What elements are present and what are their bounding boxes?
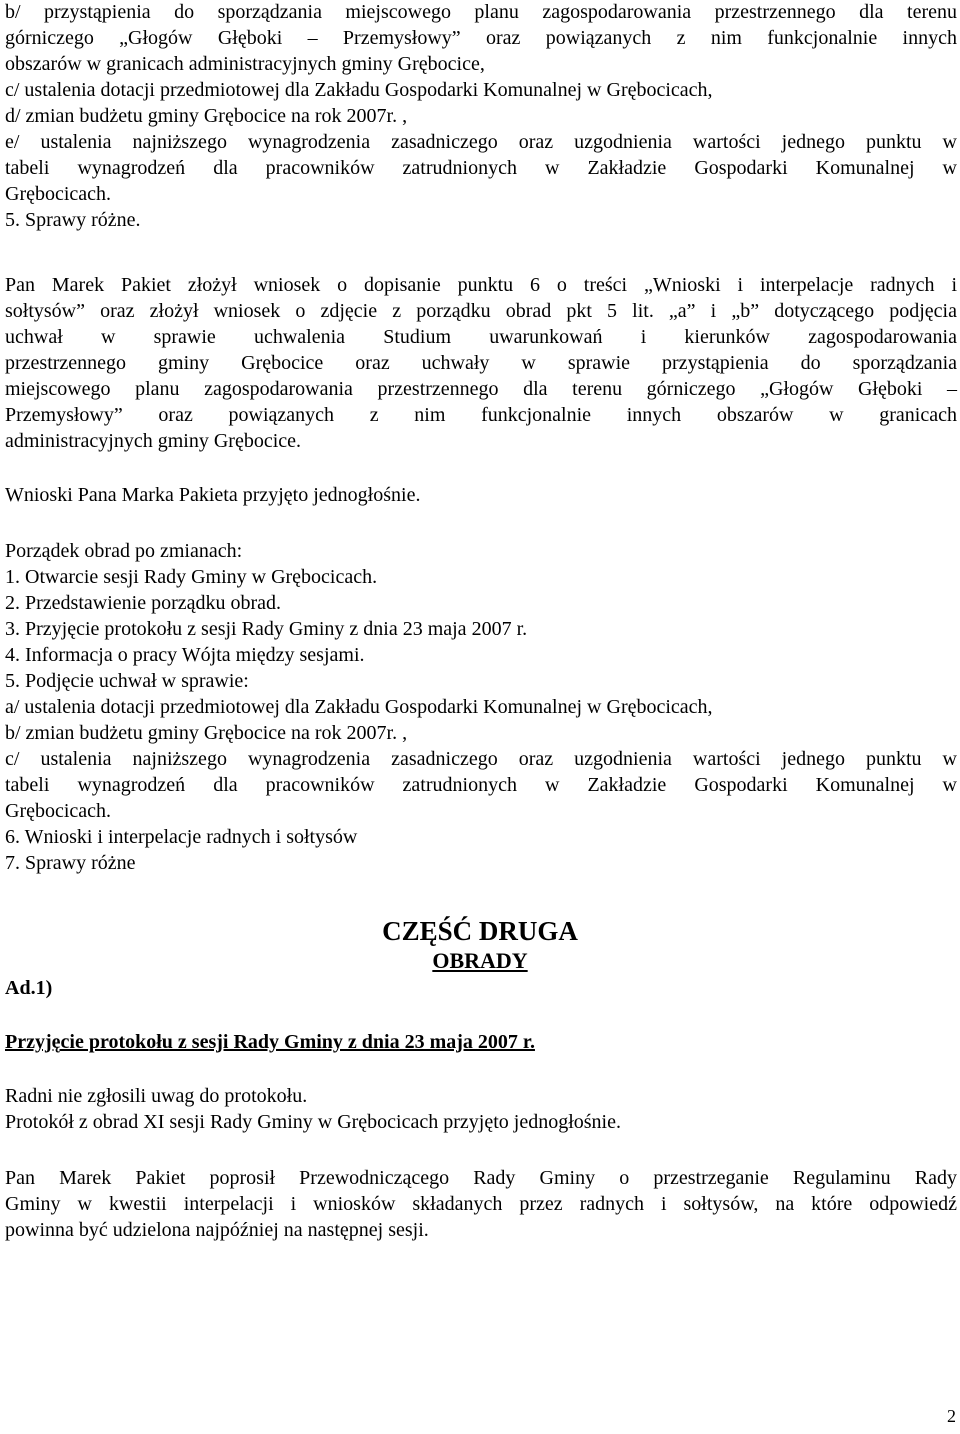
motion-result (5, 482, 957, 508)
motion-paragraph (5, 272, 957, 454)
text-line: Przemysłowy” oraz powiązanych z nim funkcjonalnie innych obszarów w granicach (5, 404, 957, 426)
agenda-item: tabeli wynagrodzeń dla pracowników zatrudnionych w Zakładzie Gospodarki Komunalnej w (5, 774, 957, 796)
agenda-item: b/ zmian budżetu gminy Grębocice na rok 2007r. , (5, 722, 408, 744)
text-line: przestrzennego gminy Grębocice oraz uchwały w sprawie przystąpienia do sporządzania (5, 352, 957, 374)
text-line: powinna być udzielona najpóźniej na następnej sesji. (5, 1219, 429, 1241)
text-line: Grębocicach. (5, 183, 112, 205)
item-marker-label: Ad.1) (5, 977, 53, 999)
protocol-paragraph (5, 1083, 957, 1135)
text-line: Gminy w kwestii interpelacji i wniosków składanych przez radnych i sołtysów, na które odpowiedź (5, 1193, 957, 1215)
text-line: Protokół z obrad XI sesji Rady Gminy w Grębocicach przyjęto jednogłośnie. (5, 1111, 621, 1133)
text-line: 5. Sprawy różne. (5, 209, 141, 231)
agenda-item: a/ ustalenia dotacji przedmiotowej dla Zakładu Gospodarki Komunalnej w Grębocicach, (5, 696, 713, 718)
agenda-item: 4. Informacja o pracy Wójta między sesjami. (5, 644, 365, 666)
text-line: sołtysów” oraz złożył wniosek o zdjęcie z porządku obrad pkt 5 lit. „a” i „b” dotyczącego podjęcia (5, 300, 957, 322)
text-line: d/ zmian budżetu gminy Grębocice na rok 2007r. , (5, 105, 408, 127)
agenda-item: 1. Otwarcie sesji Rady Gminy w Grębocicach. (5, 566, 378, 588)
agenda-item: 3. Przyjęcie protokołu z sesji Rady Gminy z dnia 23 maja 2007 r. (5, 618, 528, 640)
section-title (5, 1029, 957, 1055)
text-line: Pan Marek Pakiet złożył wniosek o dopisanie punktu 6 o treści „Wnioski i interpelacje radnych i (5, 274, 957, 296)
page-number: 2 (947, 1406, 956, 1426)
text-line: uchwał w sprawie uchwalenia Studium uwarunkowań i kierunków zagospodarowania (5, 326, 957, 348)
agenda-item: Grębocicach. (5, 800, 112, 822)
agenda-item: 5. Podjęcie uchwał w sprawie: (5, 670, 249, 692)
text-line: górniczego „Głogów Głęboki – Przemysłowy” oraz powiązanych z nim funkcjonalnie innych (5, 27, 957, 49)
agenda-continuation (5, 0, 957, 233)
section-title-text: Przyjęcie protokołu z sesji Rady Gminy z dnia 23 maja 2007 r. (5, 1031, 535, 1053)
request-paragraph (5, 1165, 957, 1243)
text-line: b/ przystąpienia do sporządzania miejscowego planu zagospodarowania przestrzennego dla terenu (5, 1, 957, 23)
text-line: e/ ustalenia najniższego wynagrodzenia zasadniczego oraz uzgodnienia wartości jednego punktu w (5, 131, 957, 153)
agenda-item: 6. Wnioski i interpelacje radnych i sołtysów (5, 826, 358, 848)
part-heading: CZĘŚĆ DRUGA (382, 916, 578, 946)
text-line: obszarów w granicach administracyjnych gminy Grębocice, (5, 53, 485, 75)
text-line: Wnioski Pana Marka Pakieta przyjęto jednogłośnie. (5, 484, 421, 506)
text-line: tabeli wynagrodzeń dla pracowników zatrudnionych w Zakładzie Gospodarki Komunalnej w (5, 157, 957, 179)
text-line: Pan Marek Pakiet poprosił Przewodniczącego Rady Gminy o przestrzeganie Regulaminu Rady (5, 1167, 957, 1189)
text-line: miejscowego planu zagospodarowania przestrzennego dla terenu górniczego „Głogów Głęboki – (5, 378, 957, 400)
item-marker (5, 975, 957, 1001)
text-line: Radni nie zgłosili uwag do protokołu. (5, 1085, 308, 1107)
revised-agenda (5, 538, 957, 876)
agenda-item: 2. Przedstawienie porządku obrad. (5, 592, 282, 614)
agenda-item: c/ ustalenia najniższego wynagrodzenia zasadniczego oraz uzgodnienia wartości jednego punktu w (5, 748, 957, 770)
agenda-item: 7. Sprawy różne (5, 852, 136, 874)
text-line: administracyjnych gminy Grębocice. (5, 430, 302, 452)
part-subheading: OBRADY (432, 948, 528, 973)
agenda-title: Porządek obrad po zmianach: (5, 540, 243, 562)
text-line: c/ ustalenia dotacji przedmiotowej dla Zakładu Gospodarki Komunalnej w Grębocicach, (5, 79, 713, 101)
